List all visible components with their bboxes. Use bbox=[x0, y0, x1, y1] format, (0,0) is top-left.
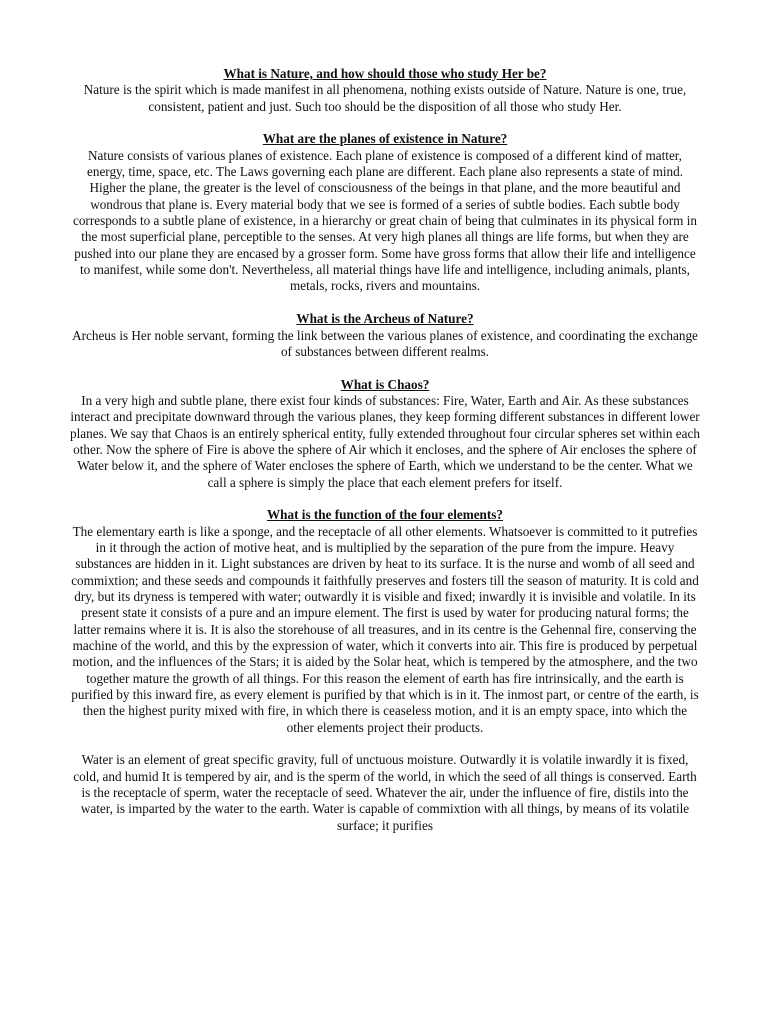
section-chaos bbox=[70, 377, 700, 491]
section-planes-of-existence bbox=[70, 131, 700, 294]
section-paragraph-earth: The elementary earth is like a sponge, and the receptacle of all other elements. Whatsoever is committed to it putrefies in it through the action of motive heat, and is multiplied by the separation of the pure from the impure. Heavy substances are hidden in it. Light substances are driven by heat to its surface. It is the nurse and womb of all seed and commixtion; and these seeds and compounds it faithfully preserves and fosters till the season of maturity. It is cold and dry, but its dryness is tempered with water; outwardly it is visible and fixed; inwardly it is invisible and volatile. In its present state it consists of a pure and an impure element. The first is used by water for producing natural forms; the latter remains where it is. It is also the storehouse of all treasures, and in its centre is the Gehennal fire, conserving the machine of the world, and this by the expression of water, which it converts into air. This fire is produced by perpetual motion, and the influences of the Stars; it is aided by the Solar heat, which is tempered by the atmosphere, and the two together mature the growth of all things. For this reason the element of earth has fire intrinsically, and the earth is purified by this inward fire, as every element is purified by that which is in it. The inmost part, or centre of the earth, is then the highest purity mixed with fire, in which there is ceaseless motion, and it is an empty space, into which the other elements project their products. bbox=[71, 523, 699, 735]
section-paragraph-water: Water is an element of great specific gravity, full of unctuous moisture. Outwardly it is volatile inwardly it is fixed, cold, and humid It is tempered by air, and is the sperm of the world, in which the seed of all things is conserved. Earth is the receptacle of sperm, water the receptacle of seed. Whatever the air, under the influence of fire, distils into the water, is imparted by the water to the earth. Water is capable of commixtion with all things, by means of its volatile surface; it purifies bbox=[73, 752, 697, 833]
document-page bbox=[70, 66, 700, 851]
section-nature bbox=[70, 66, 700, 115]
section-heading: What are the planes of existence in Nature? bbox=[262, 131, 508, 147]
section-paragraph: Nature consists of various planes of existence. Each plane of existence is composed of a different kind of matter, energy, time, space, etc. The Laws governing each plane are different. Each plane also represents a state of mind. Higher the plane, the greater is the level of consciousness of the beings in that plane, and the more beautiful and wondrous that plane is. Every material body that we see is formed of a series of subtle bodies. Each subtle body corresponds to a subtle plane of existence, in a hierarchy or great chain of being that culminates in its physical form in the most superficial plane, perceptible to the senses. At very high planes all things are life forms, but when they are pushed into our plane they are encased by a grosser form. Some have gross forms that allow their life and intelligence to manifest, while some don't. Nevertheless, all material things have life and intelligence, including animals, plants, metals, rocks, rivers and mountains. bbox=[72, 147, 697, 294]
section-heading: What is Chaos? bbox=[340, 376, 430, 392]
section-paragraph: Nature is the spirit which is made manifest in all phenomena, nothing exists outside of Nature. Nature is one, true, consistent, patient and just. Such too should be the disposition of all those who study Her. bbox=[83, 82, 687, 114]
section-paragraph: In a very high and subtle plane, there exist four kinds of substances: Fire, Water, Earth and Air. As these substances interact and precipitate downward through the various planes, they keep forming different substances in different lower planes. We say that Chaos is an entirely spherical entity, fully extended throughout four circular spheres set within each other. Now the sphere of Fire is above the sphere of Air which it encloses, and the sphere of Air encloses the sphere of Water below it, and the sphere of Water encloses the sphere of Earth, which we understand to be the center. What we call a sphere is simply the place that each element prefers for itself. bbox=[70, 392, 700, 490]
section-paragraph: Archeus is Her noble servant, forming the link between the various planes of existence, and coordinating the exchange of substances between different realms. bbox=[72, 327, 698, 359]
section-heading: What is the Archeus of Nature? bbox=[296, 311, 474, 327]
section-four-elements bbox=[70, 507, 700, 834]
section-archeus bbox=[70, 311, 700, 360]
section-heading: What is the function of the four elements? bbox=[266, 507, 504, 523]
section-heading: What is Nature, and how should those who study Her be? bbox=[223, 66, 547, 81]
